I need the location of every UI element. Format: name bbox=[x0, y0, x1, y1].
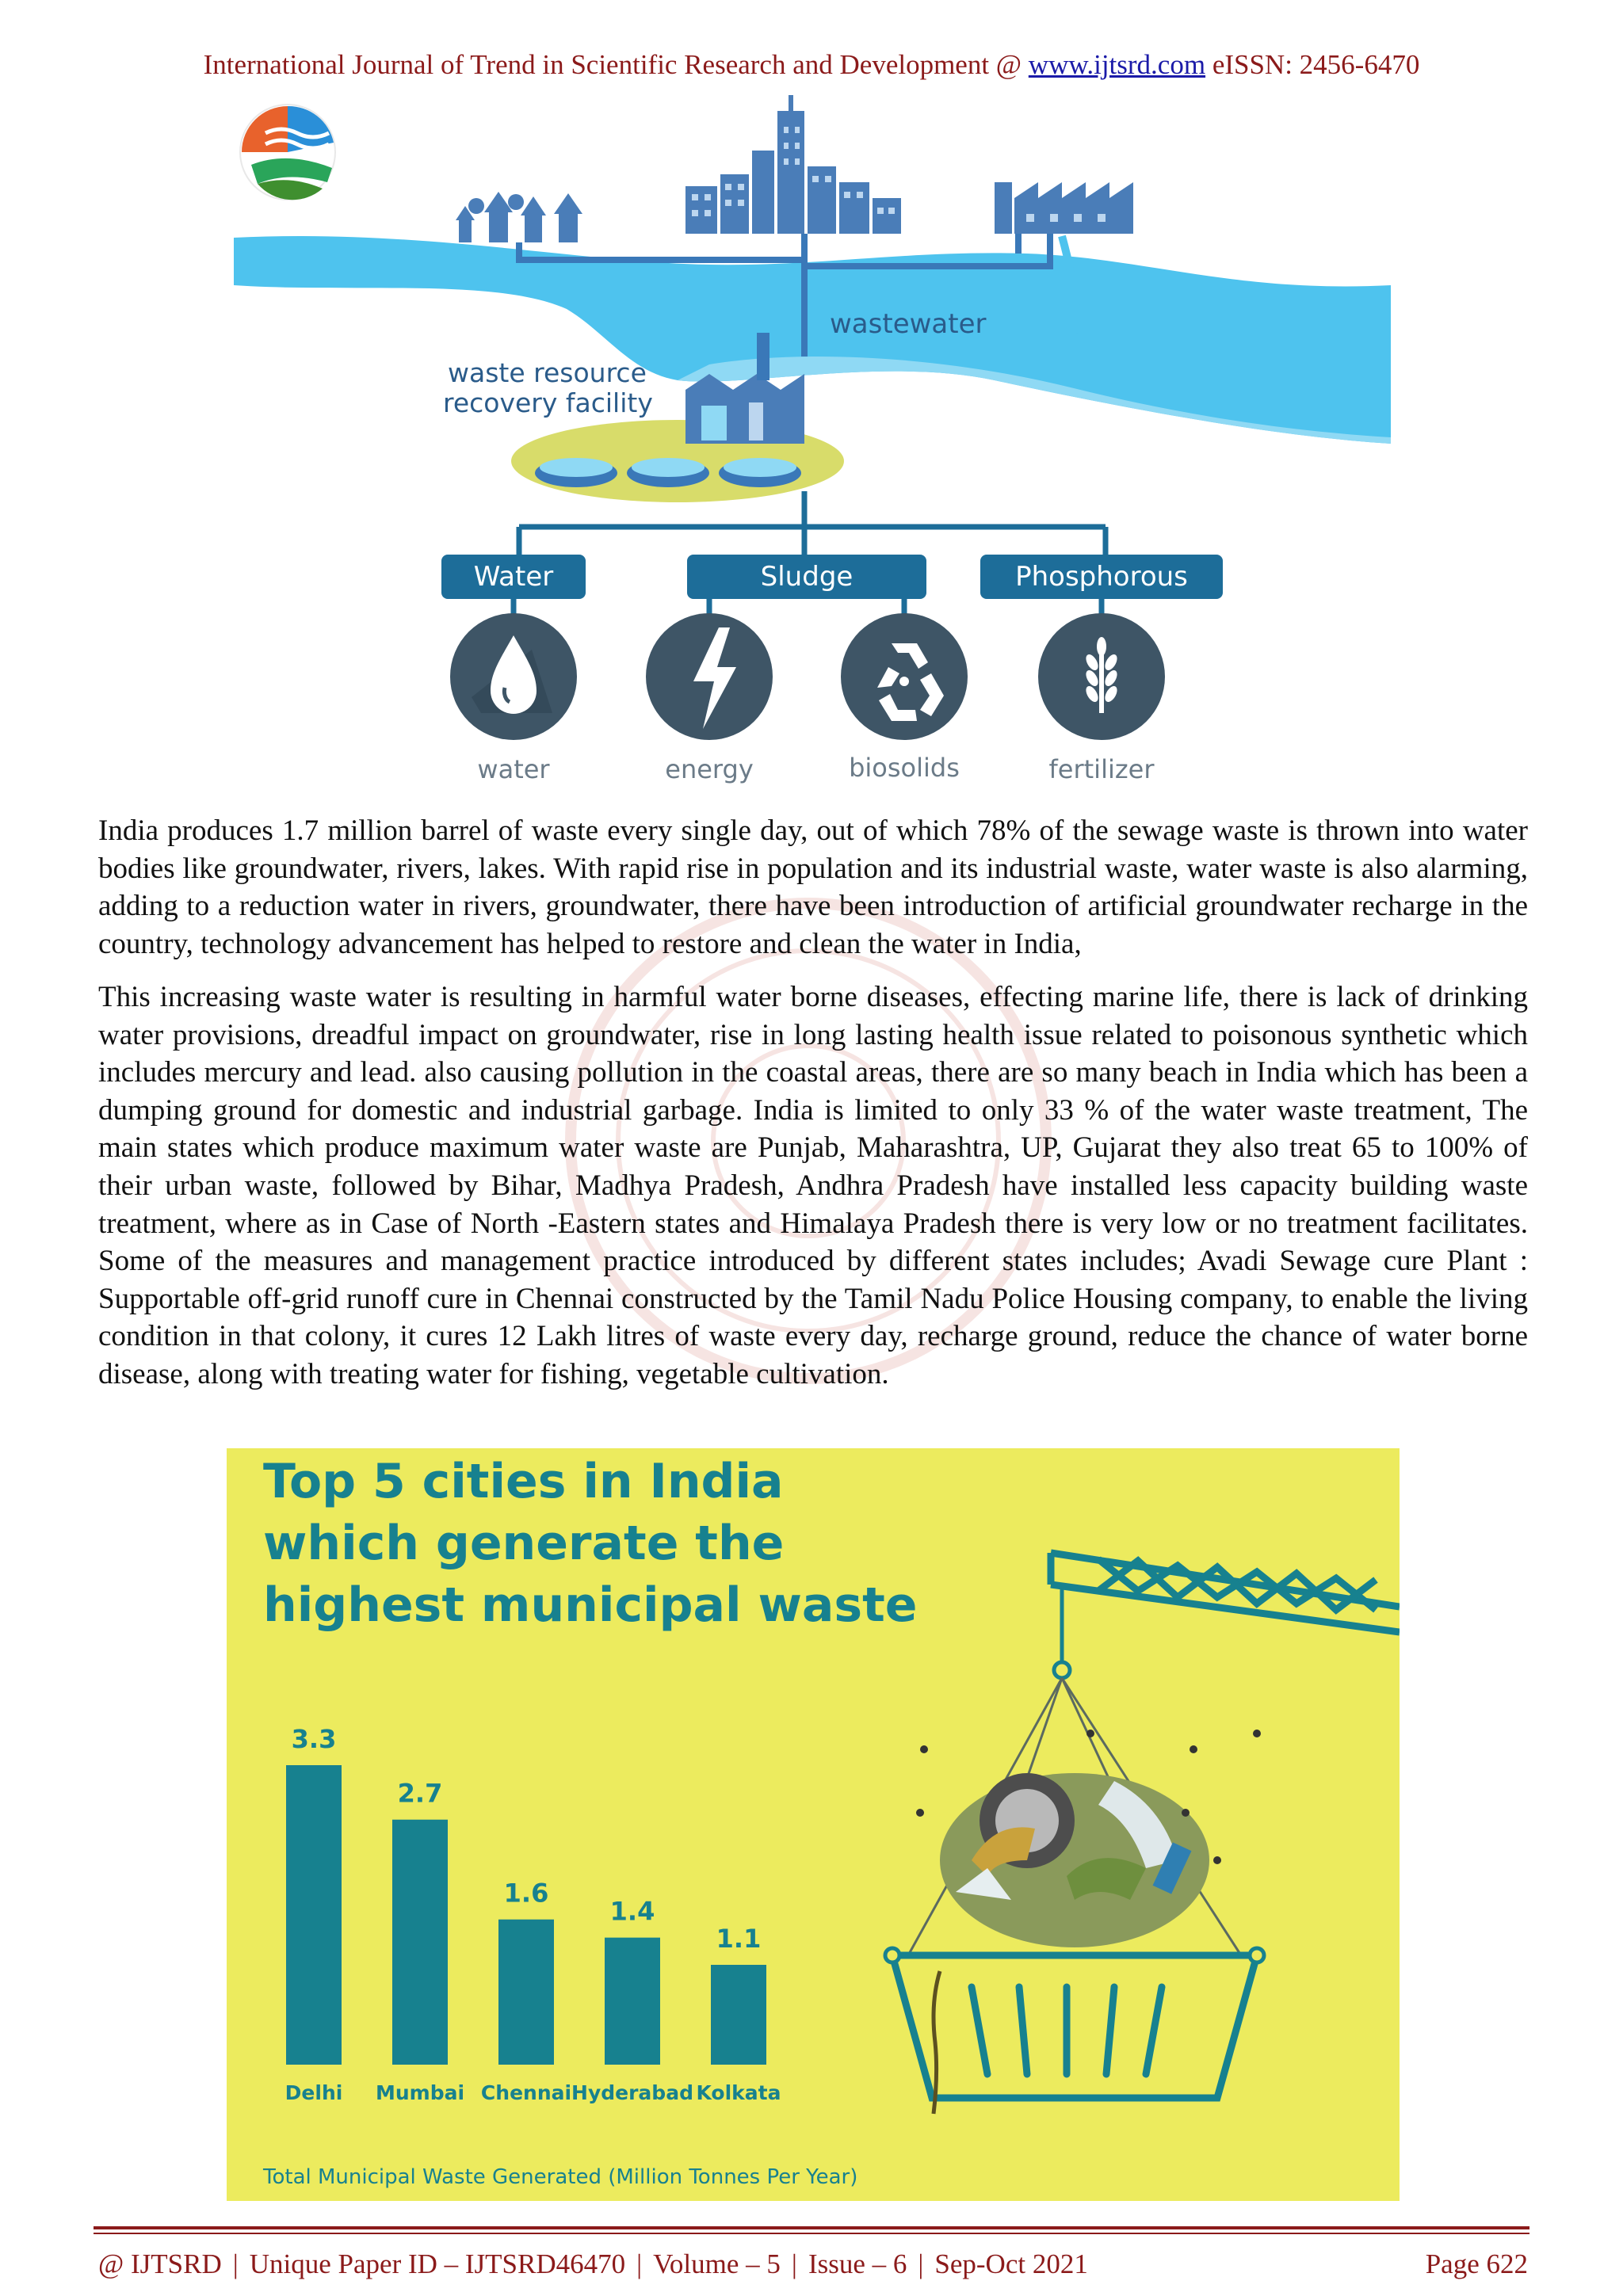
journal-name: International Journal of Trend in Scientific Research and Development @ bbox=[203, 49, 1022, 80]
bar-kolkata bbox=[711, 1965, 766, 2065]
wastewater-label: wastewater bbox=[830, 308, 987, 340]
output-biosolids-label: biosolids bbox=[849, 753, 960, 783]
bar-delhi bbox=[286, 1765, 342, 2065]
chart-title-line-3: highest municipal waste bbox=[263, 1577, 918, 1633]
category-sludge-box bbox=[687, 555, 926, 618]
footer-publisher: @ IJTSRD bbox=[98, 2248, 222, 2279]
footer-volume: Volume – 5 bbox=[653, 2248, 781, 2279]
wastewater-recovery-figure bbox=[234, 95, 1391, 792]
energy-output bbox=[646, 613, 773, 784]
running-header bbox=[0, 49, 1623, 81]
chart-x-axis-label: Total Municipal Waste Generated (Million Tonnes Per Year) bbox=[263, 2165, 858, 2189]
bar-hyderabad bbox=[605, 1938, 660, 2065]
output-tree-lines bbox=[519, 491, 1106, 559]
category-phosphorous-box bbox=[980, 555, 1223, 618]
footer-rule bbox=[94, 2226, 1529, 2229]
bar-mumbai bbox=[392, 1820, 448, 2065]
basket-icon bbox=[885, 1948, 1264, 2114]
value-label-hyderabad: 1.4 bbox=[609, 1896, 655, 1927]
category-label-chennai: Chennai bbox=[480, 2081, 572, 2104]
value-label-chennai: 1.6 bbox=[503, 1878, 549, 1909]
factory-icon bbox=[995, 182, 1133, 234]
value-label-mumbai: 2.7 bbox=[397, 1778, 443, 1809]
category-label-mumbai: Mumbai bbox=[375, 2081, 465, 2104]
category-label-kolkata: Kolkata bbox=[696, 2081, 781, 2104]
footer-paper-id: Unique Paper ID – IJTSRD46470 bbox=[249, 2248, 626, 2279]
footer-date: Sep-Oct 2021 bbox=[934, 2248, 1088, 2279]
output-energy-label: energy bbox=[665, 754, 754, 784]
category-label-hyderabad: Hyderabad bbox=[571, 2081, 693, 2104]
facility-label-line1: waste resource bbox=[448, 357, 647, 388]
category-phosphorous-label: Phosphorous bbox=[1015, 561, 1188, 593]
facility-label-line2: recovery facility bbox=[443, 387, 653, 418]
footer-issue: Issue – 6 bbox=[808, 2248, 907, 2279]
houses-icon bbox=[456, 192, 582, 242]
biosolids-output bbox=[841, 613, 968, 783]
footer-page-number: Page 622 bbox=[1425, 2248, 1528, 2279]
water-output bbox=[450, 613, 577, 784]
bar-chennai bbox=[498, 1920, 554, 2065]
category-water-label: Water bbox=[473, 561, 554, 593]
chart-title-line-2: which generate the bbox=[263, 1516, 785, 1571]
waste-pile-icon bbox=[940, 1773, 1209, 1947]
footer-rule-thin bbox=[94, 2233, 1529, 2234]
chart-title-line-1: Top 5 cities in India bbox=[263, 1454, 784, 1509]
fertilizer-output bbox=[1038, 613, 1165, 784]
value-label-kolkata: 1.1 bbox=[716, 1924, 762, 1954]
treatment-tanks-icon bbox=[535, 458, 801, 487]
municipal-waste-chart-figure bbox=[227, 1448, 1400, 2201]
output-fertilizer-label: fertilizer bbox=[1048, 754, 1155, 784]
city-buildings-icon bbox=[685, 95, 901, 234]
value-label-delhi: 3.3 bbox=[291, 1724, 337, 1754]
category-label-delhi: Delhi bbox=[285, 2081, 343, 2104]
category-water-box bbox=[441, 555, 586, 618]
eissn: eISSN: 2456-6470 bbox=[1212, 49, 1420, 80]
paragraph-1: India produces 1.7 million barrel of waste every single day, out of which 78% of the sewage waste is thrown into water bodies like groundwater, rivers, lakes. With rapid rise in population and its industrial waste, water waste is also alarming, adding to a reduction water in rivers, groundwater, there have been introduction of artificial groundwater recharge in the country, technology advancement has helped to restore and clean the water in India, bbox=[98, 814, 1528, 960]
journal-url-link[interactable]: www.ijtsrd.com bbox=[1028, 49, 1206, 80]
paragraph-2: This increasing waste water is resulting in harmful water borne diseases, effecting marine life, there is lack of drinking water provisions, dreadful impact on groundwater, rise in long lasting health issue related to poisonous synthetic which includes mercury and lead. also causing pollution in the coastal areas, there are so many beach in India which has been a dumping ground for domestic and industrial garbage. India is limited to only 33 % of the water waste treatment, The main states which produce maximum water waste are Punjab, Maharashtra, UP, Gujarat they also treat 65 to 100% of their urban waste, followed by Bihar, Madhya Pradesh, Andhra Pradesh have installed less capacity building waste treatment, where as in Case of North -Eastern states and Himalaya Pradesh there is very low or no treatment facilitates. Some of the measures and management practice introduced by different states includes; Avadi Sewage cure Plant : Supportable off-grid runoff cure in Chennai constructed by the Tamil Nadu Police Housing company, to enable the living condition in that colony, it cures 12 Lakh litres of waste every day, recharge ground, reduce the chance of water borne disease, along with treating water for fishing, vegetable cultivation. bbox=[98, 981, 1528, 1390]
journal-logo-icon bbox=[240, 105, 335, 200]
category-sludge-label: Sludge bbox=[760, 561, 854, 593]
output-water-label: water bbox=[477, 754, 550, 784]
